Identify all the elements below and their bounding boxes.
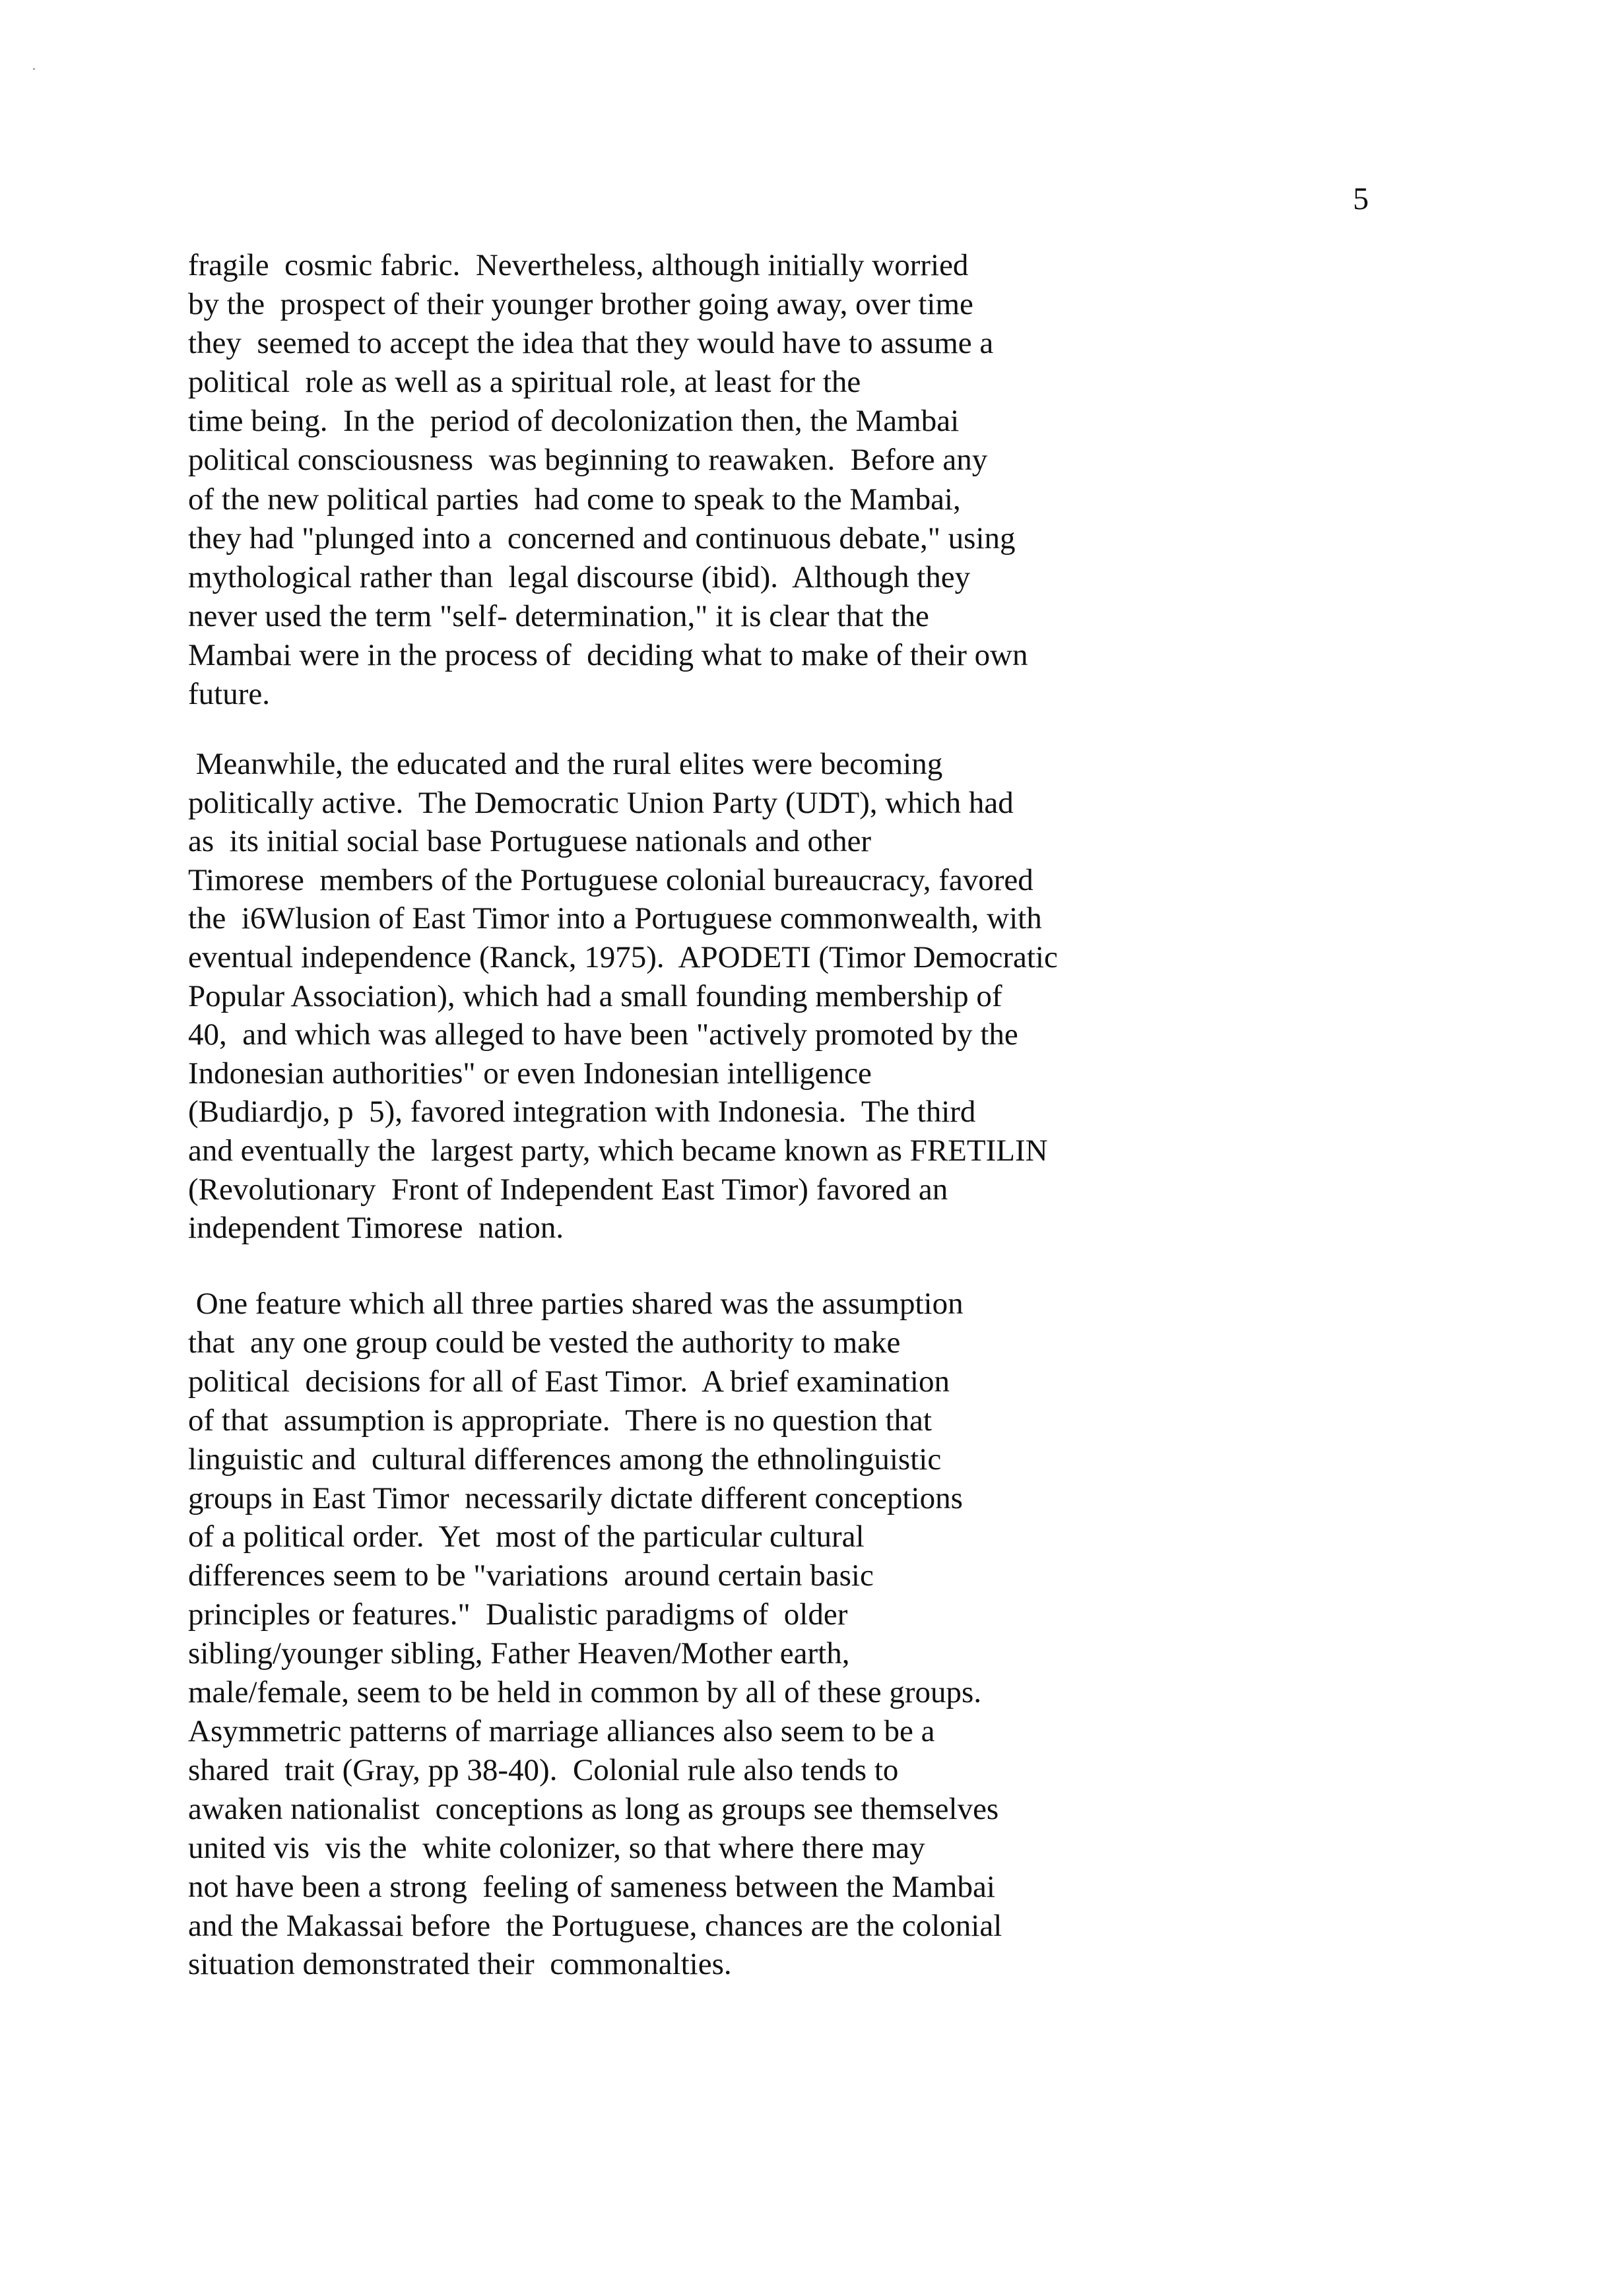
text-line: and the Makassai before the Portuguese, chances are the colonial [188, 1908, 1002, 1943]
scan-speck [33, 68, 35, 70]
text-line: time being. In the period of decolonization then, the Mambai [188, 404, 960, 439]
text-line: not have been a strong feeling of sameness between the Mambai [188, 1869, 995, 1904]
text-line: eventual independence (Ranck, 1975). APODETI (Timor Democratic [188, 940, 1058, 974]
paragraph-2 [188, 745, 1323, 1248]
text-line: they seemed to accept the idea that they would have to assume a [188, 326, 994, 361]
text-line: of a political order. Yet most of the particular cultural [188, 1519, 865, 1554]
text-line: fragile cosmic fabric. Nevertheless, although initially worried [188, 248, 969, 282]
text-line: principles or features." Dualistic paradigms of older [188, 1597, 848, 1632]
text-line: sibling/younger sibling, Father Heaven/Mother earth, [188, 1636, 850, 1671]
text-line: One feature which all three parties shared was the assumption [188, 1287, 964, 1321]
text-line: (Budiardjo, p 5), favored integration with Indonesia. The third [188, 1095, 976, 1130]
text-line: as its initial social base Portuguese nationals and other [188, 824, 872, 859]
page-number: 5 [1353, 181, 1369, 216]
text-line: (Revolutionary Front of Independent East Timor) favored an [188, 1172, 948, 1207]
text-line: Timorese members of the Portuguese colonial bureaucracy, favored [188, 862, 1033, 897]
text-line: politically active. The Democratic Union Party (UDT), which had [188, 785, 1014, 820]
text-line: independent Timorese nation. [188, 1211, 564, 1246]
text-line: mythological rather than legal discourse (ibid). Although they [188, 559, 971, 594]
text-line: awaken nationalist conceptions as long as groups see themselves [188, 1791, 999, 1826]
text-line: Mambai were in the process of deciding what to make of their own [188, 637, 1028, 672]
paragraph-1 [188, 246, 1323, 714]
paragraph-3 [188, 1285, 1323, 1984]
text-line: political consciousness was beginning to reawaken. Before any [188, 443, 988, 478]
text-line: united vis vis the white colonizer, so that where there may [188, 1830, 925, 1865]
text-line: Meanwhile, the educated and the rural elites were becoming [188, 747, 943, 781]
text-line: Asymmetric patterns of marriage alliances also seem to be a [188, 1713, 935, 1748]
text-line: Popular Association), which had a small founding membership of [188, 978, 1002, 1013]
text-line: future. [188, 677, 270, 712]
text-line: never used the term "self- determination," it is clear that the [188, 598, 929, 633]
text-line: linguistic and cultural differences among the ethnolinguistic [188, 1442, 942, 1477]
text-line: and eventually the largest party, which became known as FRETILIN [188, 1133, 1048, 1168]
text-line: situation demonstrated their commonalties. [188, 1947, 732, 1982]
text-line: by the prospect of their younger brother going away, over time [188, 287, 973, 322]
text-line: they had "plunged into a concerned and continuous debate," using [188, 521, 1016, 556]
text-line: of that assumption is appropriate. There is no question that [188, 1403, 932, 1438]
text-line: Indonesian authorities" or even Indonesian intelligence [188, 1056, 872, 1091]
text-line: the i6Wlusion of East Timor into a Portuguese commonwealth, with [188, 901, 1042, 936]
text-line: male/female, seem to be held in common by all of these groups. [188, 1675, 982, 1710]
text-line: differences seem to be "variations around certain basic [188, 1558, 874, 1593]
text-line: that any one group could be vested the authority to make [188, 1325, 901, 1360]
text-line: groups in East Timor necessarily dictate different conceptions [188, 1481, 963, 1515]
text-line: of the new political parties had come to speak to the Mambai, [188, 482, 961, 517]
text-line: political role as well as a spiritual role, at least for the [188, 365, 861, 400]
text-line: 40, and which was alleged to have been "actively promoted by the [188, 1017, 1018, 1052]
text-line: shared trait (Gray, pp 38-40). Colonial rule also tends to [188, 1752, 899, 1787]
text-line: political decisions for all of East Timor. A brief examination [188, 1364, 950, 1399]
